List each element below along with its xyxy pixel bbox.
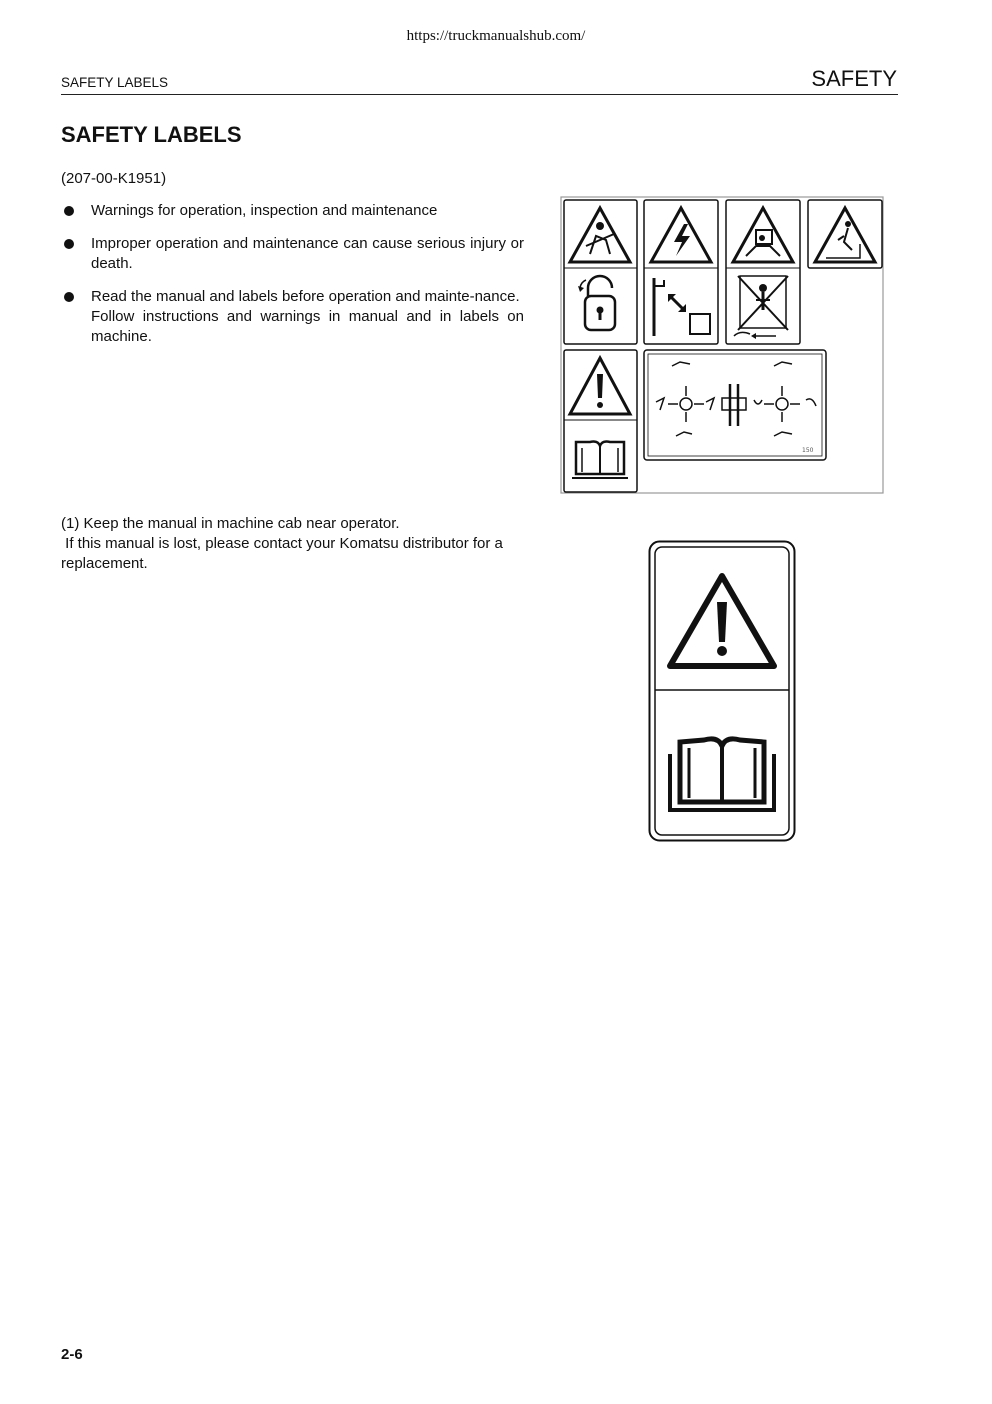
label-electric-warning [644, 200, 718, 344]
control-pattern-icon [656, 362, 816, 436]
lock-icon [578, 276, 615, 330]
header-chapter: SAFETY [811, 66, 897, 91]
exclamation-warning-icon [570, 358, 630, 414]
document-code: (207-00-K1951) [61, 170, 167, 187]
bullet-text: Warnings for operation, inspection and maintenance [91, 202, 438, 219]
label-code-text: 150 [802, 447, 814, 454]
header-rule [61, 94, 898, 95]
label-read-manual [564, 350, 637, 492]
fall-warning-icon [815, 208, 875, 262]
bullet-dot-icon [64, 292, 74, 302]
bullet-text-continued: Follow instructions and warnings in manual and in labels on machine. [91, 308, 524, 345]
label-crush-warning [564, 200, 637, 344]
label-fall-warning [808, 200, 882, 268]
source-url: https://truckmanualshub.com/ [406, 28, 586, 44]
bullet-dot-icon [64, 206, 74, 216]
manual-book-icon [572, 442, 628, 479]
manual-book-icon [670, 739, 774, 810]
no-standing-icon [734, 276, 788, 339]
manual-note [61, 514, 526, 574]
bullet-item [61, 201, 524, 221]
operator-warning-icon [733, 208, 793, 262]
page-title: SAFETY LABELS [61, 122, 242, 147]
page-number: 2-6 [61, 1346, 83, 1363]
bullet-item [61, 287, 524, 347]
note-line-1: (1) Keep the manual in machine cab near operator. [61, 515, 400, 532]
exclamation-warning-icon [670, 576, 774, 666]
header-section: SAFETY LABELS [61, 75, 169, 90]
label-operator-warning [726, 200, 800, 344]
bullet-dot-icon [64, 239, 74, 249]
bullet-text: Read the manual and labels before operation and mainte-nance. [91, 288, 520, 305]
label-control-pattern [644, 350, 826, 460]
safety-label-sheet [560, 196, 886, 496]
manual-warning-label [648, 540, 796, 842]
bullet-text: Improper operation and maintenance can cause serious injury or death. [91, 235, 524, 272]
electric-warning-icon [651, 208, 711, 262]
crush-warning-icon [570, 208, 630, 262]
bullet-item [61, 234, 524, 274]
note-line-2: If this manual is lost, please contact your Komatsu distributor for a replacement. [61, 535, 508, 572]
bullet-list [61, 201, 524, 360]
lever-icon [654, 278, 710, 336]
